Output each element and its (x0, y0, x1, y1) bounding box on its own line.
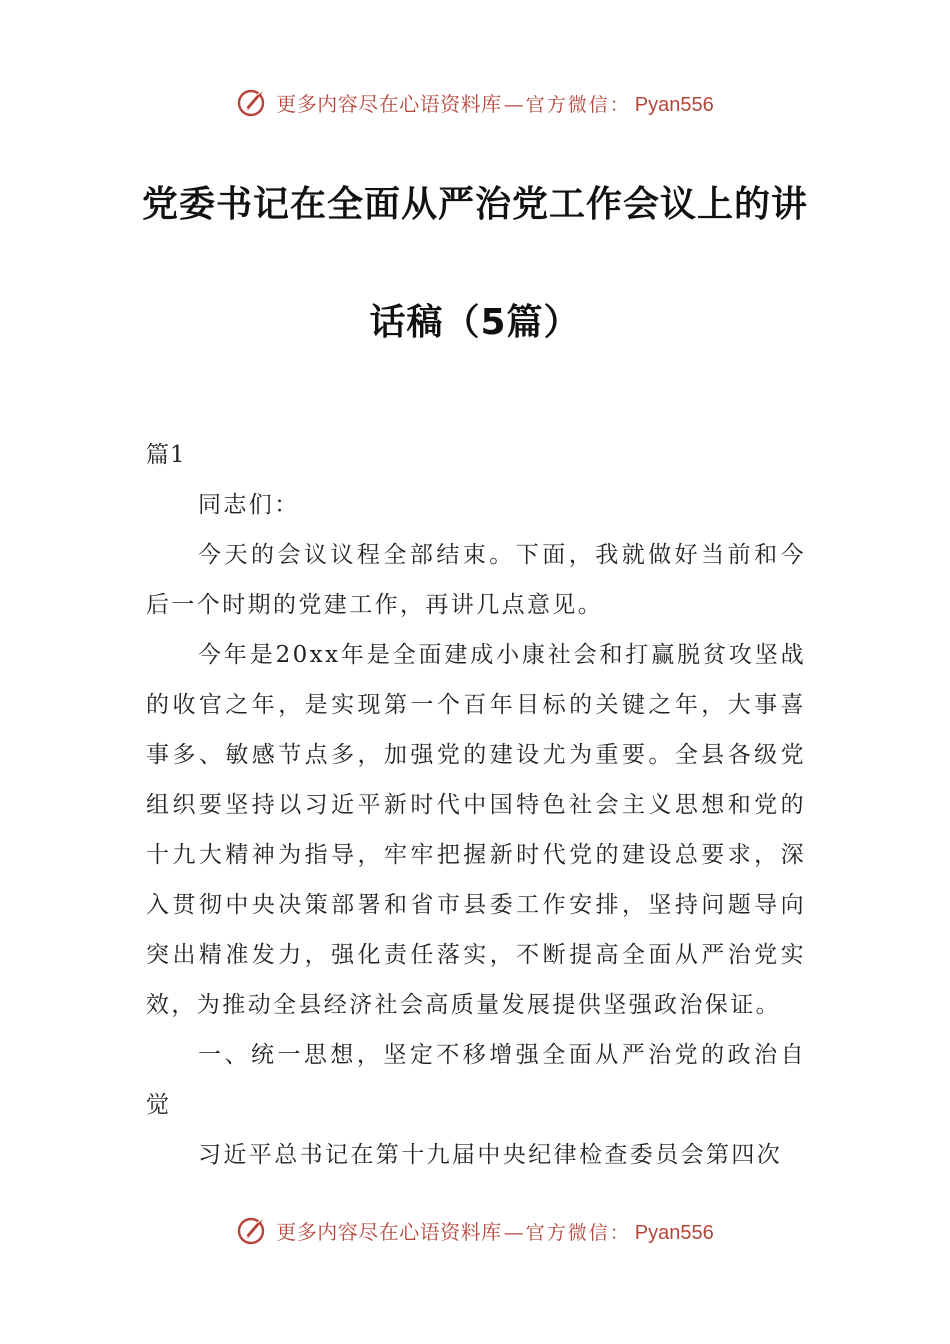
footer-banner (0, 1210, 950, 1250)
document-body (146, 430, 806, 1180)
body-paragraph: 同志们： (198, 492, 300, 518)
header-banner (0, 82, 950, 122)
banner-main-text: 更多内容尽在心语资料库 (276, 1219, 502, 1244)
body-paragraph: 习近平总书记在第十九届中央纪律检查委员会第四次 (198, 1142, 783, 1168)
banner-dash: — (503, 1219, 524, 1244)
document-title-line-1: 党委书记在全面从严治党工作会议上的讲 (141, 184, 808, 225)
body-paragraph: 今天的会议议程全部结束。下面，我就做好当前和今后一个时期的党建工作，再讲几点意见。 (146, 542, 806, 618)
section-label: 篇1 (146, 442, 186, 468)
pen-nib-circle-icon (236, 85, 270, 119)
banner-dash: — (503, 91, 524, 116)
body-paragraph: 今年是20xx年是全面建成小康社会和打赢脱贫攻坚战的收官之年，是实现第一个百年目标的关键之年，大事喜事多、敏感节点多，加强党的建设尤为重要。全县各级党组织要坚持以习近平新时代中国特色社会主义思想和党的十九大精神为指导，牢牢把握新时代党的建设总要求，深入贯彻中央决策部署和省市县委工作安排，坚持问题导向突出精准发力，强化责任落实，不断提高全面从严治党实效，为推动全县经济社会高质量发展提供坚强政治保证。 (146, 642, 806, 1018)
banner-wechat-id: Pyan556 (634, 93, 714, 116)
banner-wechat-label: 官方微信： (525, 93, 631, 116)
pen-nib-circle-icon (236, 1213, 270, 1247)
banner-wechat-label: 官方微信： (525, 1221, 631, 1244)
document-title-line-2: 话稿（5篇） (369, 302, 581, 343)
banner-main-text: 更多内容尽在心语资料库 (276, 91, 502, 116)
body-heading: 一、统一思想，坚定不移增强全面从严治党的政治自觉 (146, 1042, 806, 1118)
banner-wechat-id: Pyan556 (634, 1221, 714, 1244)
